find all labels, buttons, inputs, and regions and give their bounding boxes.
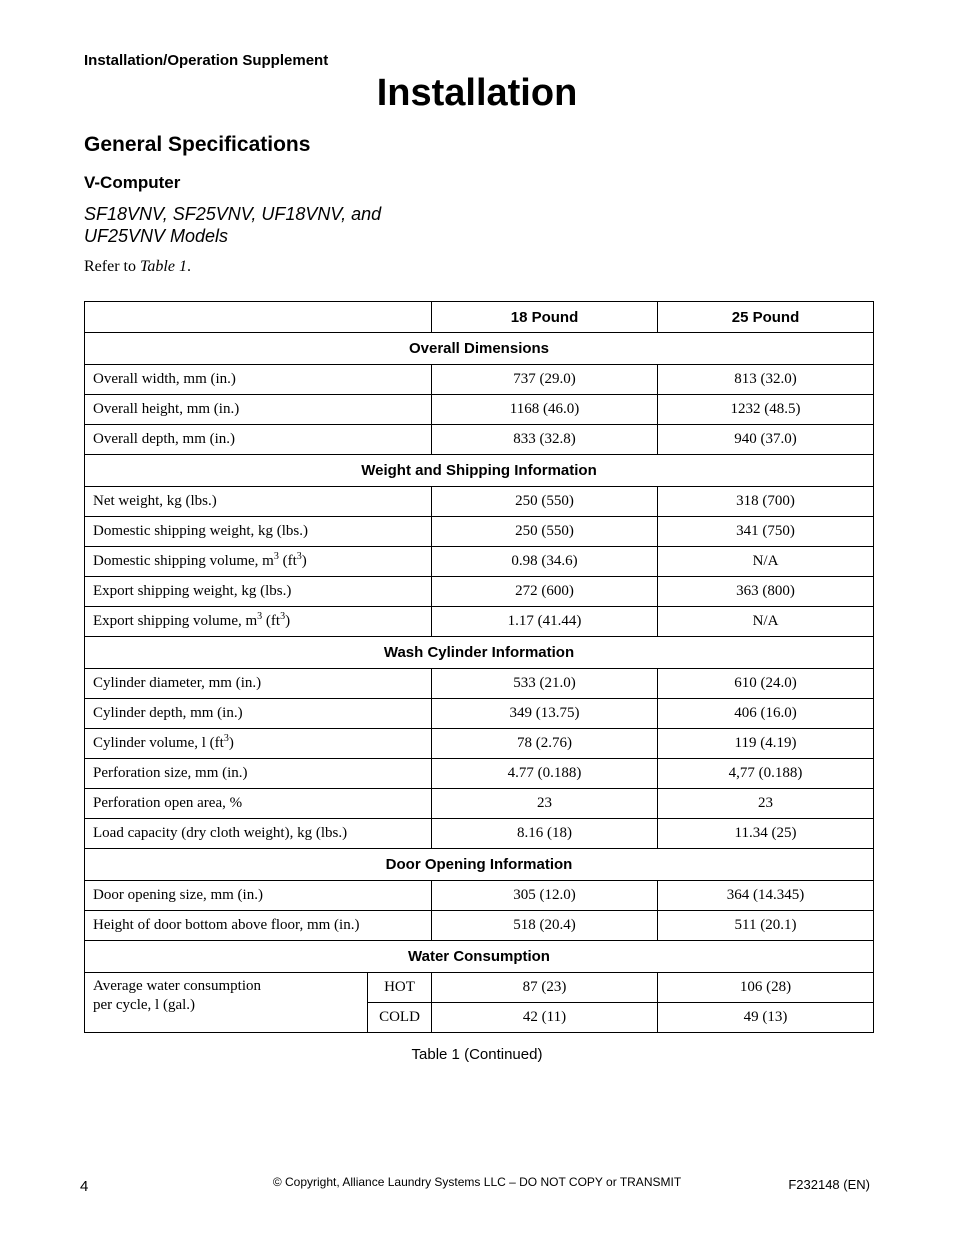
value-25: 813 (32.0)	[658, 365, 874, 395]
label-part: (ft	[278, 553, 297, 569]
value-25: N/A	[658, 607, 874, 637]
table-header-row	[85, 302, 874, 333]
table-row	[85, 789, 874, 819]
hot-label: HOT	[368, 973, 432, 1003]
page-title: Installation	[376, 72, 578, 114]
value-18: 737 (29.0)	[432, 365, 658, 395]
water-row-label	[85, 973, 368, 1033]
col-header-25: 25 Pound	[658, 302, 874, 333]
value-18: 349 (13.75)	[432, 699, 658, 729]
row-label: Height of door bottom above floor, mm (in.)	[85, 911, 432, 941]
table-row	[85, 425, 874, 455]
models-line-2: UF25VNV Models	[84, 226, 229, 246]
value-25: 364 (14.345)	[658, 881, 874, 911]
value-18: 833 (32.8)	[432, 425, 658, 455]
value-18: 250 (550)	[432, 517, 658, 547]
value-18: 78 (2.76)	[432, 729, 658, 759]
table-row	[85, 517, 874, 547]
row-label	[85, 607, 432, 637]
table-row	[85, 365, 874, 395]
value-18: 1168 (46.0)	[432, 395, 658, 425]
value-25: 406 (16.0)	[658, 699, 874, 729]
section-wash-cylinder: Wash Cylinder Information	[85, 637, 874, 669]
value-18: 87 (23)	[432, 973, 658, 1003]
table-row	[85, 729, 874, 759]
row-label: Cylinder depth, mm (in.)	[85, 699, 432, 729]
value-18: 518 (20.4)	[432, 911, 658, 941]
section-overall-dimensions: Overall Dimensions	[85, 333, 874, 365]
cold-label: COLD	[368, 1003, 432, 1033]
row-label: Cylinder diameter, mm (in.)	[85, 669, 432, 699]
section-row	[85, 455, 874, 487]
supplement-header: Installation/Operation Supplement	[84, 52, 329, 69]
table-row	[85, 547, 874, 577]
row-label: Domestic shipping weight, kg (lbs.)	[85, 517, 432, 547]
models-line-1: SF18VNV, SF25VNV, UF18VNV, and	[84, 204, 382, 224]
value-25: 106 (28)	[658, 973, 874, 1003]
table-row	[85, 973, 874, 1003]
label-part: )	[228, 735, 234, 751]
section-door-opening: Door Opening Information	[85, 849, 874, 881]
section-water-consumption: Water Consumption	[85, 941, 874, 973]
value-18: 23	[432, 789, 658, 819]
value-18: 42 (11)	[432, 1003, 658, 1033]
value-18: 0.98 (34.6)	[432, 547, 658, 577]
value-25: 11.34 (25)	[658, 819, 874, 849]
table-caption: Table 1 (Continued)	[411, 1046, 543, 1063]
page-number: 4	[80, 1178, 89, 1195]
row-label	[85, 729, 432, 759]
subsection-heading: V-Computer	[84, 173, 181, 192]
superscript: 3	[223, 733, 229, 744]
table-row	[85, 819, 874, 849]
copyright-notice: © Copyright, Alliance Laundry Systems LLC – DO NOT COPY or TRANSMIT	[272, 1175, 682, 1189]
superscript: 3	[280, 611, 286, 622]
value-25: 1232 (48.5)	[658, 395, 874, 425]
label-line: Average water consumption	[93, 978, 261, 994]
value-25: 363 (800)	[658, 577, 874, 607]
row-label: Perforation size, mm (in.)	[85, 759, 432, 789]
table-row	[85, 759, 874, 789]
label-part: Domestic shipping volume, m	[93, 553, 274, 569]
value-18: 1.17 (41.44)	[432, 607, 658, 637]
refer-suffix: .	[186, 258, 191, 275]
row-label: Overall width, mm (in.)	[85, 365, 432, 395]
section-row	[85, 941, 874, 973]
table-row	[85, 881, 874, 911]
refer-table-link[interactable]: Table 1	[139, 258, 187, 275]
row-label: Door opening size, mm (in.)	[85, 881, 432, 911]
row-label: Perforation open area, %	[85, 789, 432, 819]
superscript: 3	[296, 551, 302, 562]
value-25: N/A	[658, 547, 874, 577]
label-line: per cycle, l (gal.)	[93, 997, 196, 1013]
value-25: 4,77 (0.188)	[658, 759, 874, 789]
section-row	[85, 637, 874, 669]
label-part: )	[301, 553, 307, 569]
row-label: Export shipping weight, kg (lbs.)	[85, 577, 432, 607]
table-row	[85, 577, 874, 607]
refer-prefix: Refer to	[84, 258, 140, 275]
row-label	[85, 547, 432, 577]
models-heading	[84, 203, 424, 247]
value-18: 533 (21.0)	[432, 669, 658, 699]
table-row	[85, 395, 874, 425]
label-part: Cylinder volume, l (ft	[93, 735, 224, 751]
value-25: 49 (13)	[658, 1003, 874, 1033]
value-25: 119 (4.19)	[658, 729, 874, 759]
value-25: 23	[658, 789, 874, 819]
row-label: Net weight, kg (lbs.)	[85, 487, 432, 517]
label-part: Export shipping volume, m	[93, 613, 258, 629]
section-weight-shipping: Weight and Shipping Information	[85, 455, 874, 487]
header-empty-cell	[85, 302, 432, 333]
label-part: )	[285, 613, 291, 629]
row-label: Overall height, mm (in.)	[85, 395, 432, 425]
section-row	[85, 849, 874, 881]
col-header-18: 18 Pound	[432, 302, 658, 333]
document-number: F232148 (EN)	[788, 1177, 870, 1192]
refer-text	[84, 258, 191, 276]
value-18: 272 (600)	[432, 577, 658, 607]
table-row	[85, 911, 874, 941]
value-25: 511 (20.1)	[658, 911, 874, 941]
value-18: 4.77 (0.188)	[432, 759, 658, 789]
value-25: 341 (750)	[658, 517, 874, 547]
spec-table	[84, 301, 874, 1033]
section-row	[85, 333, 874, 365]
row-label: Load capacity (dry cloth weight), kg (lbs.)	[85, 819, 432, 849]
table-row	[85, 487, 874, 517]
table-row	[85, 669, 874, 699]
superscript: 3	[273, 551, 279, 562]
value-18: 250 (550)	[432, 487, 658, 517]
value-18: 8.16 (18)	[432, 819, 658, 849]
value-25: 610 (24.0)	[658, 669, 874, 699]
section-heading: General Specifications	[84, 133, 311, 156]
value-25: 940 (37.0)	[658, 425, 874, 455]
row-label: Overall depth, mm (in.)	[85, 425, 432, 455]
value-25: 318 (700)	[658, 487, 874, 517]
table-row	[85, 699, 874, 729]
superscript: 3	[257, 611, 263, 622]
table-row	[85, 607, 874, 637]
value-18: 305 (12.0)	[432, 881, 658, 911]
label-part: (ft	[262, 613, 281, 629]
